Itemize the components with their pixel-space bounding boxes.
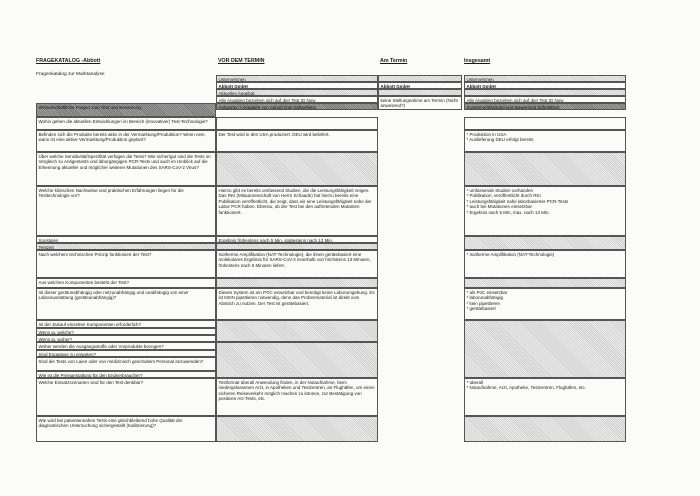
product-label-col4 — [464, 89, 626, 96]
page-subtitle: Fragenkatalog zur Marktanalyse — [36, 72, 105, 77]
company-name-col4: Abbott GmbH — [464, 82, 626, 89]
summary-principle — [464, 250, 626, 278]
answer-8 — [216, 278, 378, 288]
question-15: Sind die Tests von Laien oder von medizinisch geschultem Personal anzuwenden? — [36, 357, 216, 371]
scope-note-col4: Alle Angaben beziehen sich auf den Test ID Now — [464, 96, 626, 103]
company-label-col4: Unternehmen — [464, 75, 626, 82]
question-10: Ist der Zukauf einzelner Komponenten erforderlich? — [36, 320, 216, 328]
summary-line: * Ergebnis nach 5 Min, max. nach 13 Min. — [466, 209, 550, 215]
answer-misc: Ergebnis frühestens nach 5 Min, spätestens nach 13 Min. — [216, 236, 378, 243]
summary-10 — [464, 320, 626, 378]
summary-1 — [464, 117, 626, 130]
question-2: Befinden sich die Produkte bereits aktiv in der Vermarktung/Produktion? Wenn nein, wann ist eine aktive Vermarktung/Produktion geplant? — [36, 130, 216, 152]
summary-line: * Isotherme Amplifikation (NAT-Technologie) — [466, 251, 555, 257]
header-insgesamt: Insgesamt — [464, 58, 491, 64]
summary-line: * Notaufnahme, Arzt, Apotheke, Testzentren, Flughäfen, etc. — [466, 385, 586, 391]
summary-3 — [464, 152, 626, 186]
company-label-col2: Unternehmen — [216, 75, 378, 82]
answer-principle: Isotherme Amplifikation (NAT-Technologie), die ihnen gerätebasiert eine molekulares Ergebnis für SARS-CoV-2 innerhalb von höchstens 13 Minuten, frühestens nach 5 Minuten liefert. — [216, 250, 378, 278]
header-vor-dem-termin: VOR DEM TERMIN — [218, 58, 265, 64]
question-5: Sonstiges — [36, 236, 216, 243]
section-header-col4: Zusammenfassung und Bewertung Schnelltest — [464, 103, 626, 110]
summary-8 — [464, 278, 626, 288]
answer-13 — [216, 342, 378, 378]
company-label-col3 — [378, 75, 462, 82]
question-11: Wenn ja, welche? — [36, 328, 216, 335]
question-14: Sind Engpässe zu erwarten? — [36, 350, 216, 357]
section-header-col1: Wissenschaftliche Fragen zum Test und Bewertung — [36, 103, 216, 117]
answer-clinical: Hierzu gibt es bereits umfassend Studien, die die Leistungsfähigkeit zeigen. Das RKI (Mitautorenschaft von Herrn Schaade) hat hierzu bereits eine Publikation veröffentlicht, die zeigt, dass wir eine Leistungsfähigkeit nahe der Labor PCR haben. Ebenso, ob der Test bei den auftretenden Mutanten funktioniert. — [216, 186, 378, 236]
summary-line: * als PoC einsetzbar — [466, 289, 508, 295]
question-18: Wie wird bei patientennahen Tests eine gleichbleibend hohe Qualität der diagnostischen Untersuchung sichergestellt (Kalibrierung)? — [36, 416, 216, 442]
summary-line: * kein pipettieren — [466, 300, 501, 306]
question-6: Testzeit — [36, 243, 216, 250]
answer-device: Dieses System ist am POC einsetzbar und benötigt keine Laborumgebung. Es ist KEIN pipettieren notwendig, denn das Probenmaterial ist direkt vom Abstrich zu nutzen. Der Test ist gerätebasiert. — [216, 288, 378, 320]
company-name-col3: Abbott GmbH — [378, 82, 462, 89]
product-label-col2: Aktuelles Angebot — [216, 89, 378, 96]
summary-line: * überall — [466, 379, 484, 385]
answer-scenarios: Testformat überall Anwendung finden, in der Notaufnahme, beim niedergelassenen Arzt, in Apotheken und Testzentren, an Flughäfen, um einen sicheren Reiseverkehr möglich machen zu können, zur Bestätigung von positiven AG-Tests, etc. — [216, 378, 378, 416]
header-am-termin: Am Termin — [380, 58, 408, 64]
question-4: Welche klinischen Nachweise und praktischen Erfahrungen liegen für die Testtechnologie vor? — [36, 186, 216, 236]
summary-line: * auch bei Mutationen einsetzbar — [466, 204, 533, 210]
company-name-col2: Abbott GmbH — [216, 82, 378, 89]
summary-scenarios — [464, 378, 626, 416]
product-label-col3 — [378, 89, 462, 96]
summary-production — [464, 130, 626, 152]
summary-line: * Leistungsfähigkeit nahe laborbasierter PCR-Tests — [466, 198, 569, 204]
question-1: Wohin gehen die aktuellen Entwicklungen im Bereich (innovativer) Test-Technologie? — [36, 117, 216, 130]
question-13: Woher werden die Ausgangsstoffe oder Vorprodukte bezogen? — [36, 342, 216, 350]
summary-line: * laborunabhängig — [466, 295, 504, 301]
question-9: Ist dieser gerätunabhängig oder netzunabhängig und unabhängig von einer Laborausstattung (geräteunabhängig)? — [36, 288, 216, 320]
scope-note-col2: Alle Angaben beziehen sich auf den Test ID Now — [216, 96, 378, 103]
summary-line: * Auslieferung DEU erfolgt bereits — [466, 137, 534, 143]
answer-production: Der Test wird in den USA produziert. DEU wird beliefert. — [216, 130, 378, 152]
section-header-col2: Antworten / Angaben von Abbott zum Schnelltest — [216, 103, 378, 110]
scope-note-col3: keine Stellungnahme am Termin (Nicht anwesend?) — [378, 96, 462, 110]
summary-18 — [464, 416, 626, 442]
summary-device — [464, 288, 626, 320]
summary-line: * umfassende Studien vorhanden — [466, 187, 534, 193]
answer-3 — [216, 152, 378, 186]
answer-10 — [216, 320, 378, 342]
summary-clinical — [464, 186, 626, 236]
header-fragekatalog: FRAGEKATALOG -Abbott — [36, 58, 101, 64]
summary-line: * gerätebasiert — [466, 306, 496, 312]
question-16: Wie ist die Preisgestaltung für den Endverbraucher? — [36, 371, 216, 378]
summary-line: * Publikation, veröffentlicht durch RKI — [466, 193, 541, 199]
question-12: Wenn ja, woher? — [36, 335, 216, 342]
summary-5 — [464, 236, 626, 250]
summary-line: * Produktion in USA — [466, 131, 507, 137]
question-17: Welche Einsatzszenarien sind für den Test denkbar? — [36, 378, 216, 416]
answer-6 — [216, 243, 378, 250]
question-3: Über welche Sensitivität/Spezifität verfügen die Tests? Wie sicher/gut sind die Tests im Vergleich zu Antigentests und laborgängigen PCR-Tests und auch im Hinblick auf die Erkennung aktueller und möglicher weiterer Mutationen des SARS-CoV-2 Virus? — [36, 152, 216, 186]
question-8: Aus welchen Komponenten besteht der Test? — [36, 278, 216, 288]
answer-18 — [216, 416, 378, 442]
answer-1 — [216, 117, 378, 130]
question-7: Nach welchem technischen Prinzip funktioniert der Test? — [36, 250, 216, 278]
